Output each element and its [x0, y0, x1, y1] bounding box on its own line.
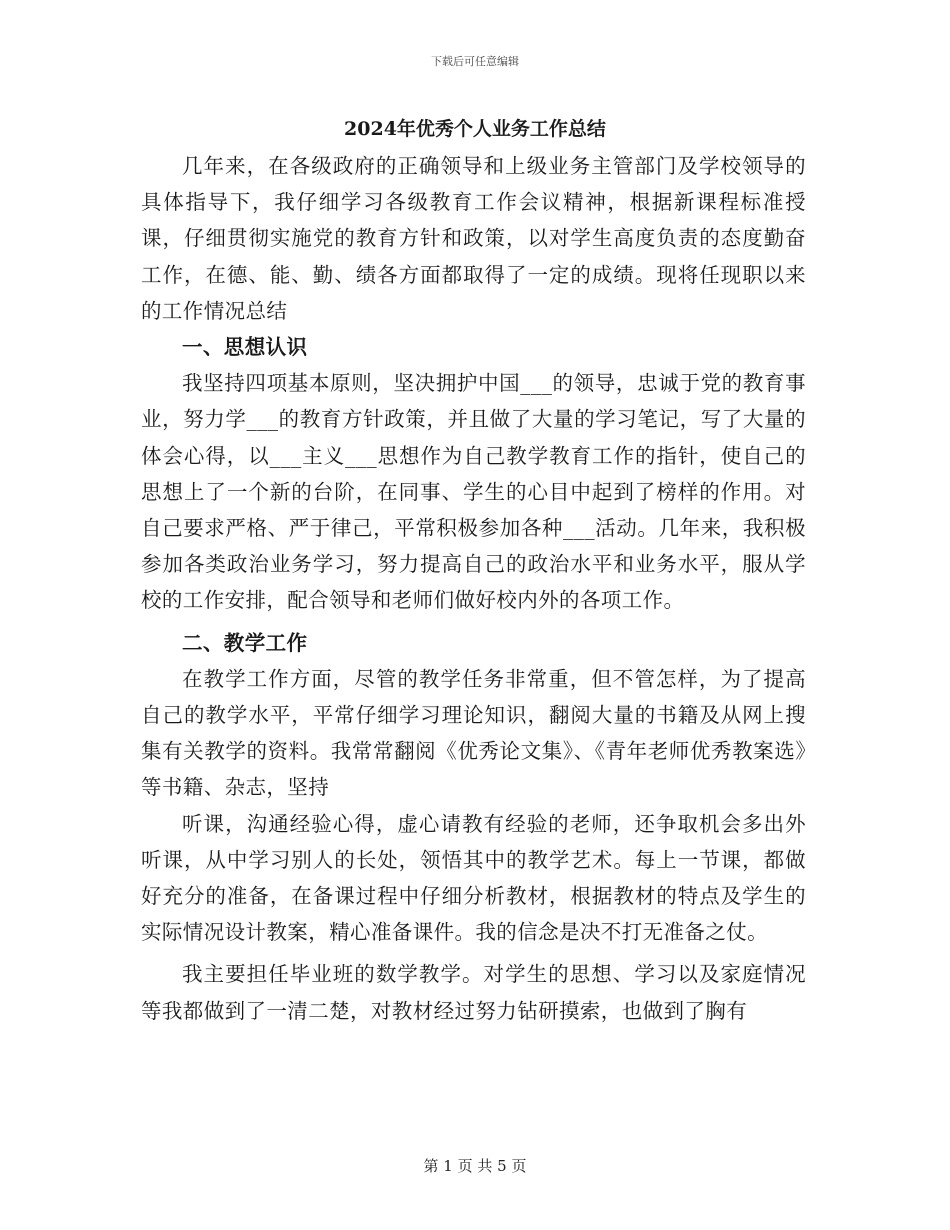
section-teaching-paragraph-3: 我主要担任毕业班的数学教学。对学生的思想、学习以及家庭情况等我都做到了一清二楚，对教材经过努力钻研摸索，也做到了胸有	[141, 962, 806, 1023]
section-heading-thought: 一、思想认识	[182, 335, 308, 360]
page-number-footer: 第 1 页 共 5 页	[423, 1157, 527, 1175]
section-teaching-paragraph-1: 在教学工作方面，尽管的教学任务非常重，但不管怎样，为了提高自己的教学水平，平常仔细学习理论知识，翻阅大量的书籍及从网上搜集有关教学的资料。我常常翻阅《优秀论文集》、《青年老师优秀教案选》等书籍、杂志，坚持	[141, 666, 806, 800]
section-teaching-paragraph-2: 听课，沟通经验心得，虚心请教有经验的老师，还争取机会多出外听课，从中学习别人的长处，领悟其中的教学艺术。每上一节课，都做好充分的准备，在备课过程中仔细分析教材，根据教材的特点及学生的实际情况设计教案，精心准备课件。我的信念是决不打无准备之仗。	[141, 811, 806, 945]
document-body	[141, 148, 806, 1029]
document-title: 2024年优秀个人业务工作总结	[344, 118, 606, 140]
page-header-note: 下载后可任意编辑	[431, 55, 519, 68]
intro-paragraph: 几年来，在各级政府的正确领导和上级业务主管部门及学校领导的具体指导下，我仔细学习各级教育工作会议精神，根据新课程标准授课，仔细贯彻实施党的教育方针和政策，以对学生高度负责的态度勤奋工作，在德、能、勤、绩各方面都取得了一定的成绩。现将任现职以来的工作情况总结	[141, 154, 806, 323]
section-heading-teaching: 二、教学工作	[182, 630, 308, 655]
section-thought-paragraph: 我坚持四项基本原则，坚决拥护中国___的领导，忠诚于党的教育事业，努力学___的教育方针政策，并且做了大量的学习笔记，写了大量的体会心得，以___主义___思想作为自己教学教育工作的指针，使自己的思想上了一个新的台阶，在同事、学生的心目中起到了榜样的作用。对自己要求严格、严于律己，平常积极参加各种___活动。几年来，我积极参加各类政治业务学习，努力提高自己的政治水平和业务水平，服从学校的工作安排，配合领导和老师们做好校内外的各项工作。	[141, 371, 806, 613]
